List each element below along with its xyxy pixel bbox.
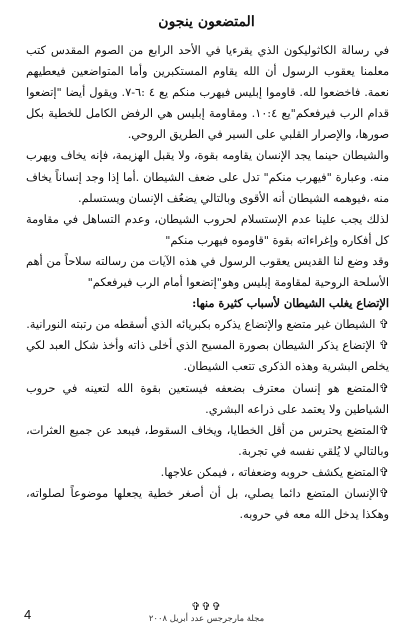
footer-crosses-icon: ✞✞✞ xyxy=(191,600,222,613)
article-body xyxy=(26,40,389,525)
footer-magazine-label: مجلة مارجرجس عدد أبريل ٢٠٠٨ xyxy=(148,614,265,624)
cross-icon: ✞ xyxy=(378,485,389,500)
list-item: ✞الإنسان المتضع دائما يصلي، بل أن أصغر خطية يجعلها موضوعاً لصلواته، وهكذا يدخل الله معه في حروبه. xyxy=(26,485,389,522)
cross-icon: ✞ xyxy=(378,338,389,353)
paragraph-devil-flees: والشيطان حينما يجد الإنسان يقاومه بقوة، ولا يقبل الهزيمة، فإنه يخاف ويهرب منه. وعبارة "فيهرب منكم" تدل على ضعف الشيطان .أما إذا وجد إنساناً يخاف منه ،فيوهمه الشيطان أنه الأقوى وبالتالي يضعُف الإنسان ويستسلم. xyxy=(26,149,389,205)
cross-icon: ✞ xyxy=(378,422,389,437)
page-number: 4 xyxy=(24,607,32,622)
paragraph-weapon: وقد وضع لنا القديس يعقوب الرسول في هذه الآيات من رسالته سلاحاً من أهم الأسلحة الروحية لمقاومة إبليس وهو"إتضعوا أمام الرب فيرفعكم" xyxy=(26,254,389,290)
list-item: ✞ الإتضاع يذكر الشيطان بصورة المسيح الذي أخلى ذاته وأخذ شكل العبد لكي يخلص البشرية وهذه الذكرى تتعب الشيطان. xyxy=(26,338,389,374)
page-title: المتضعون ينجون xyxy=(158,14,255,30)
list-item: ✞المتضع يحترس من أقل الخطايا، ويخاف السقوط، فيبعد عن جميع العثرات، وبالتالي لا يُلقي نفسه في تجربة. xyxy=(26,422,389,458)
cross-icon: ✞ xyxy=(378,464,389,479)
list-item: ✞المتضع يكشف حروبه وضعفاته ، فيمكن علاجها. xyxy=(160,464,389,479)
list-item: ✞ الشيطان غير متضع والإتضاع يذكره بكبريائه الذي أسقطه من رتبته النورانية. xyxy=(26,317,389,332)
cross-icon: ✞ xyxy=(378,317,389,332)
section-heading: الإتضاع يغلب الشيطان لأسباب كثيرة منها: xyxy=(192,296,389,311)
list-item: ✞المتضع هو إنسان معترف بضعفه فيستعين بقوة الله لتعينه في حروب الشياطين ولا يعتمد على ذراعه البشري. xyxy=(26,380,389,416)
cross-icon: ✞ xyxy=(378,380,389,395)
paragraph-no-surrender: لذلك يجب علينا عدم الإستسلام لحروب الشيطان، وعدم التساهل في مقاومة كل أفكاره وإغراءاته بقوة "قاوموه فيهرب منكم" xyxy=(26,212,389,247)
paragraph-intro: في رسالة الكاثوليكون الذي يقرءيا في الأحد الرابع من الصوم المقدس كتب معلمنا يعقوب الرسول أن الله يقاوم المستكبرين وأما المتواضعين فيعطيهم نعمة. فاخضعوا لله. قاوموا إبليس فيهرب منكم يع ٤ :٦-٧. ويقول أيضا "إتضعوا قدام الرب فيرفعكم"يع ١٠:٤. ومقاومة إبليس هي الرفض الكامل للخطية بكل صورها، والإصرار القلبي على السير في الطريق الروحي. xyxy=(26,44,389,142)
